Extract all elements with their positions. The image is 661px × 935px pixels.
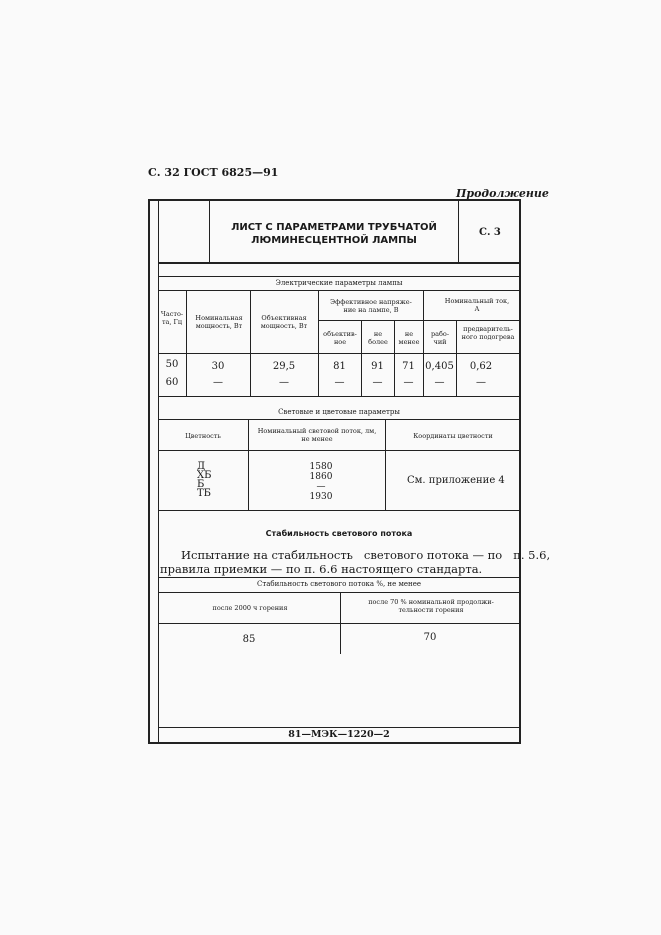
row2-current-preheat: — (476, 377, 486, 388)
header-preheat: предваритель-ного подогрева (461, 325, 515, 341)
light-bottom-line (158, 510, 520, 511)
stability-table-title: Стабильность светового потока %, не менее (256, 580, 421, 588)
title-divider-left (209, 201, 210, 263)
page-header: С. 32 ГОСТ 6825—91 (148, 166, 279, 179)
row2-nominal-power: — (213, 377, 223, 388)
light-col-line-2 (385, 419, 386, 511)
stability-title-line (158, 592, 520, 593)
row1-objective-power: 29,5 (272, 361, 296, 372)
header-working: рабо-чий (430, 330, 450, 346)
row1-voltage-max: 91 (371, 361, 384, 372)
row1-current-preheat: 0,62 (469, 361, 493, 372)
row2-voltage-objective: — (334, 377, 345, 388)
flux-item: 1930 (309, 492, 333, 502)
header-voltage-group: Эффективное напряже-ние на лампе, В (330, 298, 412, 314)
stability-top-line (158, 577, 520, 578)
row2-current-working: — (434, 377, 445, 388)
header-flux: Номинальный световой поток, лм, не менее (257, 427, 377, 443)
row1-nominal-power: 30 (211, 361, 225, 372)
electrical-title-line (158, 290, 520, 291)
color-item: Д (197, 461, 206, 472)
light-header-line (158, 450, 520, 451)
header-color: Цветность (185, 432, 221, 440)
sheet-code: С. 3 (479, 227, 501, 238)
row2-voltage-max: — (372, 377, 383, 388)
header-not-less: не менее (398, 330, 420, 346)
header-nominal-power: Номинальная мощность, Вт (195, 314, 243, 330)
stability-col1-header: после 2000 ч горения (212, 604, 288, 612)
stability-heading: Стабильность светового потока (265, 529, 413, 538)
coords-note: См. приложение 4 (407, 475, 505, 486)
el-subheader-line (318, 320, 520, 321)
title-bottom-line (158, 262, 520, 264)
color-item: ХБ (197, 470, 212, 481)
flux-item: 1860 (309, 472, 333, 482)
row1-voltage-objective: 81 (333, 361, 346, 372)
header-objective: объектив-ное (323, 330, 357, 346)
stability-value-2000h: 85 (242, 634, 256, 645)
sheet-title-line1: ЛИСТ С ПАРАМЕТРАМИ ТРУБЧАТОЙ (231, 222, 437, 233)
stability-col2-header (344, 598, 518, 614)
title-divider-right (458, 201, 459, 263)
sheet-title-line2: ЛЮМИНЕСЦЕНТНОЙ ЛАМПЫ (251, 235, 417, 246)
flux-item: — (316, 482, 326, 492)
header-coords: Координаты цветности (413, 432, 493, 440)
flux-item: 1580 (309, 462, 333, 472)
stability-paragraph-line1: Испытание на стабильность светового потока — по п. 5.6, (181, 548, 551, 562)
color-list (197, 462, 211, 498)
row1-current-working: 0,405 (425, 361, 454, 372)
light-title-line (158, 419, 520, 420)
header-frequency: Часто-та, Гц (160, 310, 184, 326)
stability-col2-line2: тельности горения (398, 606, 464, 614)
row1-frequency: 50 (165, 359, 179, 370)
header-current-group: Номинальный ток, А (444, 297, 510, 313)
flux-list (296, 462, 346, 502)
electrical-bottom-line (158, 396, 520, 397)
header-not-more: не более (368, 330, 388, 346)
el-header-bottom-line (158, 353, 520, 354)
footer-code: 81—МЭК—1220—2 (288, 729, 390, 740)
stability-col2-line1: после 70 % номинальной продолжи- (368, 598, 494, 606)
row2-voltage-min: — (403, 377, 414, 388)
color-item: Б (197, 479, 205, 490)
row1-voltage-min: 71 (402, 361, 415, 372)
electrical-top-line (158, 276, 520, 277)
light-section-title: Световые и цветовые параметры (278, 408, 400, 416)
electrical-section-title: Электрические параметры лампы (275, 279, 403, 287)
light-col-line-1 (248, 419, 249, 511)
stability-value-70pct: 70 (423, 632, 437, 643)
sheet-title (212, 221, 456, 247)
row2-frequency: 60 (165, 377, 179, 388)
stability-paragraph-line2: правила приемки — по п. 6.6 настоящего стандарта. (160, 562, 483, 576)
frame-inner-left-line (158, 201, 159, 742)
header-objective-power: Объективная мощность, Вт (260, 314, 308, 330)
frame-footer-line (158, 727, 520, 728)
stability-header-line (158, 623, 520, 624)
row2-objective-power: — (279, 377, 289, 388)
continuation-label: Продолжение (456, 187, 549, 200)
color-item: ТБ (197, 488, 212, 499)
